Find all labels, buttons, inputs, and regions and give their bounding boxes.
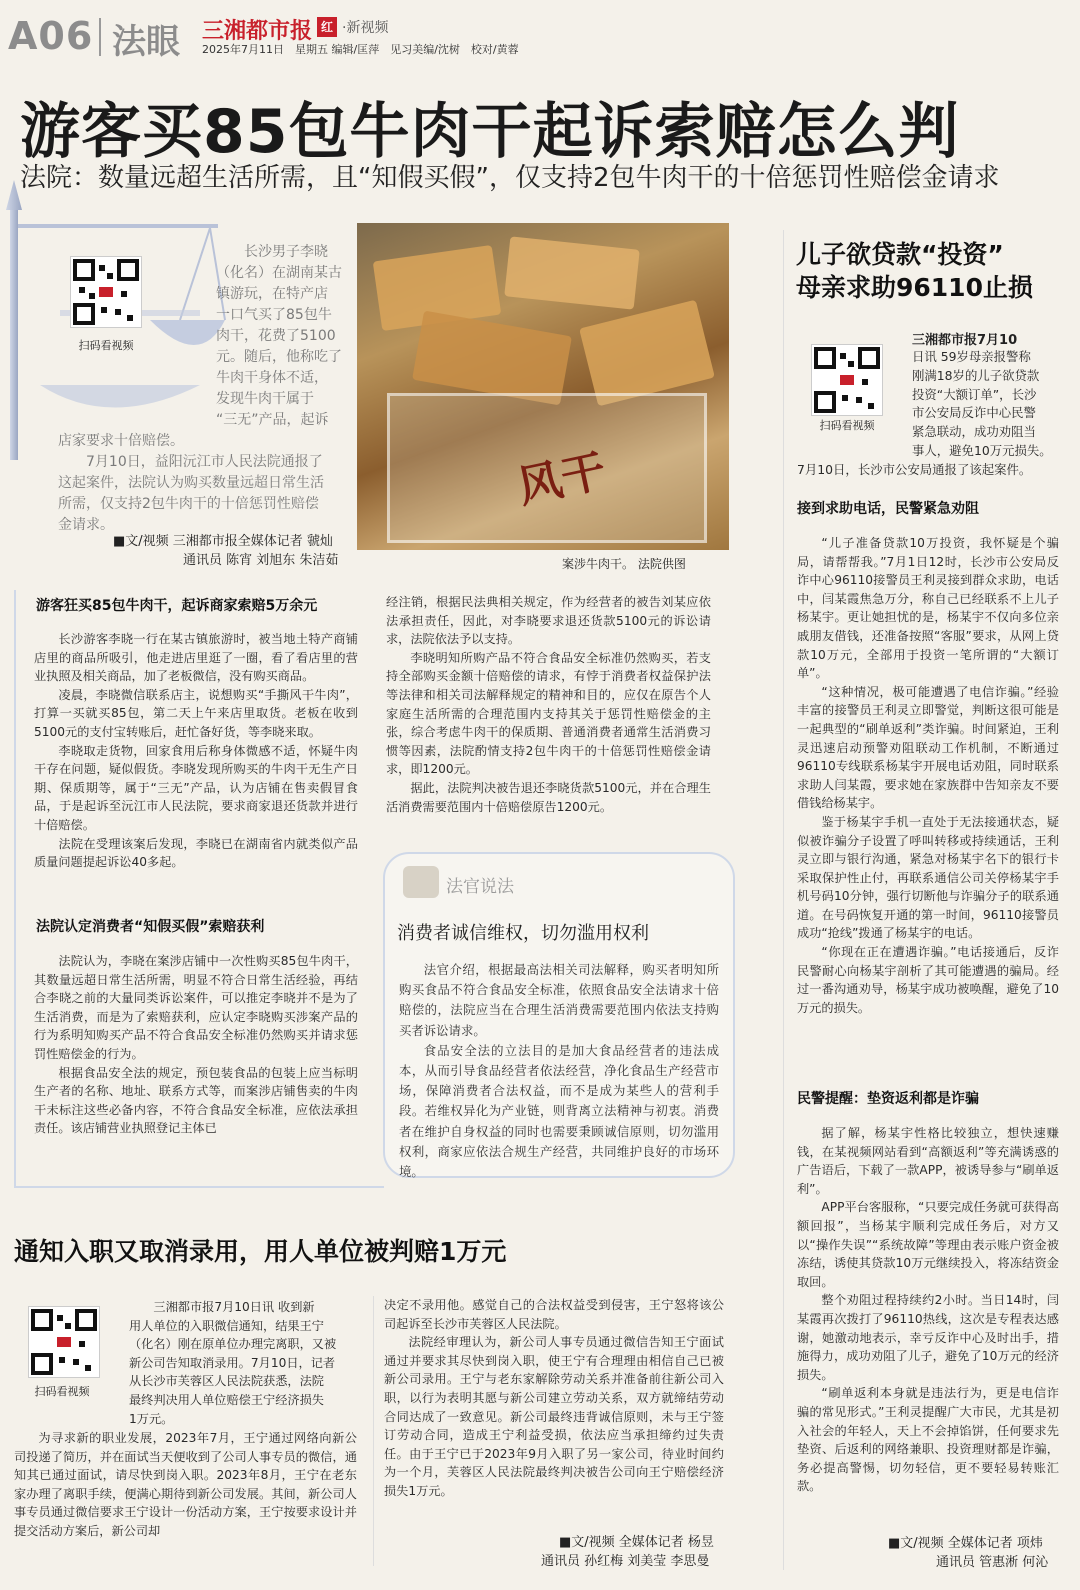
headline-line: 儿子欲贷款“投资”: [796, 240, 1004, 269]
byline-reporter: ■文/视频 三湘都市报全媒体记者 虢灿: [113, 534, 333, 549]
lead-line: 投资“大额订单”，长沙: [912, 386, 1037, 402]
page-number: A06: [8, 14, 94, 58]
byline-reporter: ■文/视频 全媒体记者 项炜: [888, 1536, 1043, 1551]
byline-correspondents: 通讯员 管惠淅 何沁: [936, 1555, 1049, 1570]
paragraph: 凌晨，李晓微信联系店主，说想购买“手撕风干牛肉”，打算一买就买85包，第二天上午来店里取货。老板在收到5100元的支付宝转账后，赶忙备好货，等李晓来取。: [34, 687, 358, 739]
paragraph: 法官介绍，根据最高法相关司法解释，购买者明知所购买食品不符合食品安全标准，依照食品安全法请求十倍赔偿的，法院应当在合理生活消费需要范围内依法支持购买者诉讼请求。: [399, 962, 719, 1038]
paragraph: 李晓取走货物，回家食用后称身体微感不适，怀疑牛肉干存在问题，疑似假货。李晓发现所购买的牛肉干无生产日期、保质期等，属于“三无”产品，认为店铺在售卖假冒食品，于是起诉至沅江市人民法院，要求商家退还货款并进行十倍赔偿。: [34, 743, 358, 832]
lead-line: 金请求。: [58, 517, 114, 533]
frame-line: [14, 590, 16, 1188]
lead-paragraph-rest: 7月10日，长沙市公安局通报了该起案件。: [797, 462, 1032, 477]
header-divider: [99, 18, 101, 56]
dateline: 三湘都市报7月10: [912, 333, 1018, 348]
paragraph: 食品安全法的立法目的是加大食品经营者的违法成本，从而引导食品经营者依法经营，净化食品生产经营市场，保障消费者合法权益，而不是成为某些人的营利手段。若维权异化为产业链，则背离立法精神与初衷。消费者在维护自身权益的同时也需要秉顾诚信原则，切勿滥用权利，商家应依法合规生产经营，共同维护良好的市场环境。: [399, 1042, 719, 1180]
lead-line: 所需，仅支持2包牛肉干的十倍惩罚性赔偿: [58, 496, 319, 512]
lead-paragraph: [912, 348, 1058, 461]
package-shape: [412, 311, 572, 406]
article2-body-b: [797, 1124, 1059, 1496]
lead-line: 一口气买了85包牛: [216, 307, 332, 323]
paragraph: “这种情况，极可能遭遇了电信诈骗。”经验丰富的接警员王利灵立即警觉，判断这很可能是一起典型的“刷单返利”类诈骗。时间紧迫，王利灵迅速启动预警劝阻联动工作机制，不断通过96110专线联系杨某宇开展电话劝阻，同时联系求助人闫某霞，要求她在家族群中告知亲友不要借钱给杨某宇。: [797, 684, 1059, 811]
qr-code-icon[interactable]: [811, 344, 883, 416]
paragraph: 鉴于杨某宇手机一直处于无法接通状态，疑似被诈骗分子设置了呼叫转移或持续通话，王利灵立即与银行沟通，紧急对杨某宇名下的银行卡采取保护性止付，再联系通信公司关停杨某宇手机号码10分钟，强行切断他与诈骗分子的联系通道。在号码恢复开通的第一时间，96110接警员成功“抢线”拨通了杨某宇的电话。: [797, 814, 1059, 941]
lead-line: 刚满18岁的儿子欲贷款: [912, 367, 1040, 383]
lead-paragraph-lower: [58, 431, 350, 536]
qr-code-icon[interactable]: [28, 1306, 100, 1378]
issue-meta: 2025年7月11日 星期五 编辑/匡萍 见习美编/沈树 校对/黄蓉: [202, 43, 519, 56]
byline-reporter: ■文/视频 全媒体记者 杨昱: [559, 1535, 714, 1550]
lead-line: 元。随后，他称吃了: [216, 349, 342, 365]
paragraph: 为寻求新的职业发展，2023年7月，王宁通过网络向新公司投递了简历，并在面试当天便收到了公司人事专员的微信，通知其已通过面试，请尽快到岗入职。2023年8月，王宁在老东家办理了离职手续，便满心期待到新公司发展。其间，新公司人事专员通过微信要求王宁设计一份活动方案，王宁按要求设计并提交活动方案后，新公司却: [14, 1431, 357, 1538]
package-shape: [579, 300, 715, 407]
lead-line: 市公安局反诈中心民警: [912, 405, 1036, 421]
subheadline: 法院：数量远超生活所需，且“知假买假”，仅支持2包牛肉干的十倍惩罚性赔偿金请求: [20, 163, 1000, 193]
brand-logo-icon: 红: [317, 17, 337, 37]
paragraph: 法院在受理该案后发现，李晓已在湖南省内就类似产品质量问题提起诉讼40多起。: [34, 836, 358, 870]
article-body-col1a: [34, 630, 358, 872]
paragraph: 决定不录用他。感觉自己的合法权益受到侵害，王宁怒将该公司起诉至长沙市芙蓉区人民法院。: [384, 1298, 724, 1331]
paragraph: 法院经审理认为，新公司人事专员通过微信告知王宁面试通过并要求其尽快到岗入职，使王宁有合理理由相信自己已被新公司录用。王宁与老东家解除劳动关系并准备前往新公司入职，以行为表明其愿与新公司建立劳动关系，双方就缔结劳动合同达成了一致意见。新公司最终违背诚信原则，未与王宁签订劳动合同，造成王宁利益受损，依法应当承担缔约过失责任。由于王宁已于2023年9月入职了另一家公司，待业时间约为一个月，芙蓉区人民法院最终判决被告公司向王宁赔偿经济损失1万元。: [384, 1335, 724, 1498]
lead-line: 三湘都市报7月10日讯 收到新: [153, 1300, 315, 1314]
article3-body-col1: [14, 1429, 357, 1541]
article-body-col2: [386, 593, 711, 816]
section-name: 法眼: [112, 22, 180, 62]
article2-body-a: [797, 534, 1059, 1017]
section-heading: 接到求助电话，民警紧急劝阻: [797, 501, 979, 517]
beef-jerky-photo: [357, 223, 729, 550]
lead-line: 新公司告知取消录用。7月10日，记者: [129, 1355, 336, 1370]
package-label: 风干: [513, 445, 611, 514]
panel-heading: 消费者诚信维权，切勿滥用权利: [397, 923, 649, 944]
lead-line: 这起案件，法院认为购买数量远超日常生活: [58, 475, 324, 491]
column-divider: [373, 1296, 374, 1566]
paragraph: 法院认为，李晓在案涉店铺中一次性购买85包牛肉干，其数量远超日常生活所需，明显不符合日常生活经验，再结合李晓之前的大量同类诉讼案件，可以推定李晓并不是为了生活消费，而是为了索赔获利，应认定李晓购买涉案产品的行为系明知购买产品不符合食品安全标准仍然购买并请求惩罚性赔偿金的行为。: [34, 954, 358, 1061]
lead-line: 牛肉干身体不适，: [216, 370, 328, 386]
paragraph: APP平台客服称，“只要完成任务就可获得高额回报”，当杨某宇顺利完成任务后，对方又以“操作失误”“系统故障”等理由表示账户资金被冻结，诱使其贷款10万元继续投入，将冻结资金取回。: [797, 1200, 1059, 1289]
paragraph: “儿子准备贷款10万投资，我怀疑是个骗局，请帮帮我。”7月1日12时，长沙市公安局反诈中心96110接警员王利灵接到群众求助，电话中，闫某霞焦急万分，称自己已经联系不上儿子杨某宇。更让她担忧的是，杨某宇不仅向多位亲戚朋友借钱，还准备按照“客服”要求，从网上贷款10万元，全部用于投资一笔所谓的“大额订单”。: [797, 536, 1059, 681]
panel-body: [399, 960, 719, 1182]
paragraph: 经注销，根据民法典相关规定，作为经营者的被告刘某应依法承担责任，因此，对李晓要求退还货款5100元的诉讼请求，法院依法予以支持。: [386, 595, 711, 647]
section-heading: 游客狂买85包牛肉干，起诉商家索赔5万余元: [36, 598, 318, 614]
qr-caption: 扫码看视频: [34, 1385, 90, 1398]
paragraph: 据了解，杨某宇性格比较独立，想快速赚钱，在某视频网站看到“高额返利”等充满诱惑的广告语后，下载了一款APP，被诱导参与“刷单返利”。: [797, 1126, 1059, 1196]
lead-line: 最终判决用人单位赔偿王宁经济损失: [129, 1392, 324, 1407]
frame-line: [14, 1186, 384, 1188]
package-shape: [504, 236, 640, 309]
headline-line: 母亲求助96110止损: [796, 273, 1033, 302]
lead-line: 店家要求十倍赔偿。: [58, 433, 184, 449]
paragraph: “刷单返利本身就是违法行为，更是电信诈骗的常见形式。”王利灵提醒广大市民，尤其是初入社会的年轻人，天上不会掉馅饼，任何要求先垫资、后返利的网络兼职、投资理财都是诈骗，务必提高警惕，切勿轻信，更不要轻易转账汇款。: [797, 1386, 1059, 1494]
lead-line: 紧急联动，成功劝阻当: [912, 424, 1036, 440]
video-label: ·新视频: [342, 20, 389, 36]
paragraph: 整个劝阻过程持续约2小时。当日14时，闫某霞再次拨打了96110热线，这次是专程表达感谢，她激动地表示，幸亏反诈中心及时出手，措施得力，成功劝阻了儿子，避免了10万元的经济损失。: [797, 1293, 1059, 1382]
lead-line: 事人，避免10万元损失。: [912, 442, 1052, 458]
headline-article2: [796, 238, 1033, 304]
article-body-col1b: [34, 952, 358, 1138]
panel-tag: 法官说法: [446, 877, 514, 897]
lead-paragraph: [129, 1298, 357, 1428]
lead-line: 镇游玩，在特产店: [216, 286, 328, 302]
section-heading: 民警提醒：垫资返利都是诈骗: [797, 1091, 979, 1107]
paragraph: “你现在正在遭遇诈骗。”电话接通后，反诈民警耐心向杨某宇剖析了其可能遭遇的骗局。经过一番沟通劝导，杨某宇成功被唤醒，避免了10万元的损失。: [797, 945, 1059, 1015]
qr-caption: 扫码看视频: [78, 339, 134, 352]
lead-line: 肉干，花费了5100: [216, 328, 336, 344]
lead-line: 长沙男子李晓: [244, 244, 328, 260]
paragraph: 据此，法院判决被告退还李晓货款5100元，并在合理生活消费需要范围内十倍赔偿原告1200元。: [386, 780, 711, 814]
lead-line: 发现牛肉干属于: [216, 391, 314, 407]
byline-correspondents: 通讯员 孙红梅 刘美莹 李思曼: [541, 1554, 710, 1569]
photo-caption: 案涉牛肉干。 法院供图: [562, 557, 686, 571]
paragraph: 李晓明知所购产品不符合食品安全标准仍然购买，若支持全部购买金额十倍赔偿的请求，有悖于消费者权益保护法等法律和相关司法解释规定的精神和目的，应仅在原告个人家庭生活所需的合理范围内支持其关于惩罚性赔偿金的主张，综合考虑牛肉干的保质期、普通消费者通常生活消费习惯等因素，法院酌情支持2包牛肉干的十倍惩罚性赔偿金请求，即1200元。: [386, 650, 711, 777]
headline-article3: 通知入职又取消录用，用人单位被判赔1万元: [14, 1237, 507, 1266]
paragraph: 根据食品安全法的规定，预包装食品的包装上应当标明生产者的名称、地址、联系方式等，而案涉店铺售卖的牛肉干未标注这些必备内容，不符合食品安全标准，应依法承担责任。该店铺营业执照登记主体已: [34, 1065, 358, 1136]
qr-caption: 扫码看视频: [819, 419, 875, 432]
lead-line: 日讯 59岁母亲报警称: [912, 349, 1031, 364]
qr-code-icon[interactable]: [70, 256, 142, 328]
newspaper-brand: 三湘都市报: [202, 18, 313, 44]
column-divider: [783, 230, 784, 1570]
byline-correspondents: 通讯员 陈宵 刘旭东 朱洁茹: [183, 553, 339, 568]
lead-line: 用人单位的入职微信通知，结果王宁: [129, 1318, 324, 1333]
paragraph: 长沙游客李晓一行在某古镇旅游时，被当地土特产商铺店里的商品所吸引，他走进店里逛了一圈，看了看店里的营业执照及相关商品，加了老板微信，没有购买商品。: [34, 632, 358, 684]
lead-paragraph-upper: [216, 242, 349, 431]
lead-line: 1万元。: [129, 1411, 174, 1426]
lead-line: “三无”产品，起诉: [216, 412, 329, 428]
lead-line: （化名）刚在原单位办理完离职，又被: [129, 1337, 337, 1352]
article3-body-col2: [384, 1296, 724, 1501]
lead-line: 从长沙市芙蓉区人民法院获悉，法院: [129, 1374, 324, 1389]
section-heading: 法院认定消费者“知假买假”索赔获利: [36, 919, 265, 935]
speech-bubble-icon: [403, 866, 439, 898]
headline: 游客买85包牛肉干起诉索赔怎么判: [20, 97, 960, 167]
lead-line: 7月10日，益阳沅江市人民法院通报了: [86, 454, 323, 470]
lead-line: （化名）在湖南某古: [216, 265, 342, 281]
